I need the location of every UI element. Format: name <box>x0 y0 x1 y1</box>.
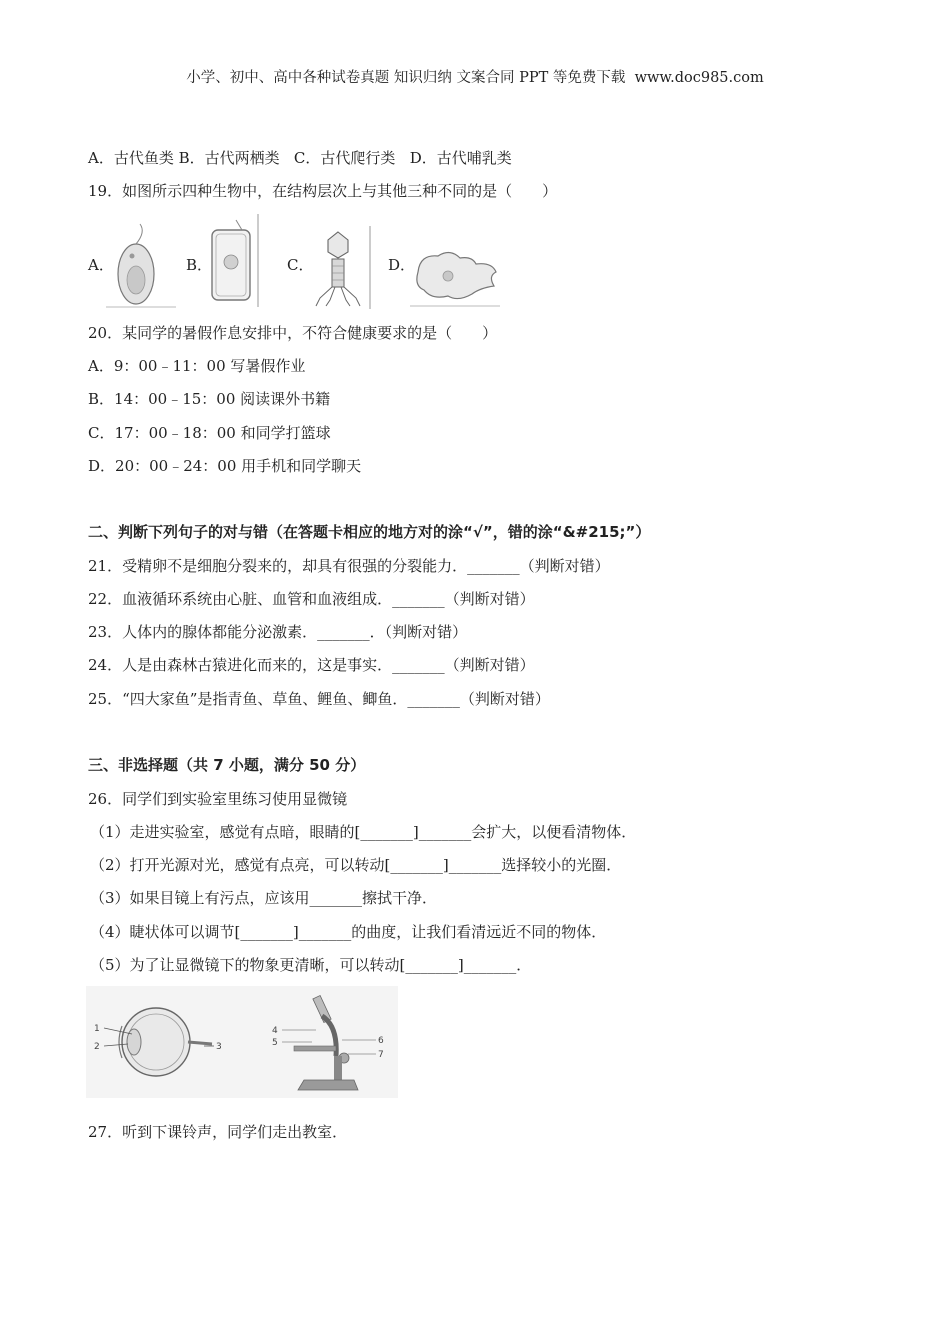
q19-label-b: B． <box>186 256 213 274</box>
plant-cell-figure <box>206 214 262 308</box>
microscope-label-5: 5 <box>272 1038 278 1048</box>
q21: 21．受精卵不是细胞分裂来的，却具有很强的分裂能力．_______（判断对错） <box>88 557 610 575</box>
q20-stem: 20．某同学的暑假作息安排中，不符合健康要求的是（ ） <box>88 324 498 342</box>
eye-label-1: 1 <box>94 1024 100 1034</box>
q20-option-d: D．20：00﹣24：00 用手机和同学聊天 <box>88 457 362 475</box>
amoeba-figure <box>410 246 502 308</box>
euglena-figure <box>106 222 178 308</box>
eye-label-3: 3 <box>216 1042 222 1052</box>
q20-option-a: A．9：00﹣11：00 写暑假作业 <box>88 357 306 375</box>
q19-stem: 19．如图所示四种生物中，在结构层次上与其他三种不同的是（ ） <box>88 182 558 200</box>
section3-title: 三、非选择题（共 7 小题，满分 50 分） <box>88 756 366 774</box>
microscope-label-7: 7 <box>378 1050 384 1060</box>
microscope-label-6: 6 <box>378 1036 384 1046</box>
q19-label-d: D． <box>388 256 416 274</box>
eye-label-2: 2 <box>94 1042 100 1052</box>
microscope-label-4: 4 <box>272 1026 278 1036</box>
q26-stem: 26．同学们到实验室里练习使用显微镜 <box>88 790 348 808</box>
q24: 24．人是由森林古猿进化而来的，这是事实．_______（判断对错） <box>88 656 535 674</box>
q20-option-c: C．17：00﹣18：00 和同学打篮球 <box>88 424 331 442</box>
q22: 22．血液循环系统由心脏、血管和血液组成．_______（判断对错） <box>88 590 535 608</box>
q19-label-a: A． <box>88 256 114 274</box>
bacteriophage-figure <box>308 226 372 310</box>
q25: 25．“四大家鱼”是指青鱼、草鱼、鲤鱼、鲫鱼．_______（判断对错） <box>88 690 550 708</box>
q23: 23．人体内的腺体都能分泌激素．_______．（判断对错） <box>88 623 468 641</box>
eye-microscope-figure <box>86 986 398 1098</box>
q19-label-c: C． <box>287 256 314 274</box>
q27-stem: 27．听到下课铃声，同学们走出教室． <box>88 1123 348 1141</box>
q20-option-b: B．14：00﹣15：00 阅读课外书籍 <box>88 390 331 408</box>
section2-title: 二、判断下列句子的对与错（在答题卡相应的地方对的涂“√”，错的涂“&#215;”） <box>88 523 651 541</box>
q26-item-5: （5）为了让显微镜下的物象更清晰，可以转动[_______]_______． <box>90 956 532 974</box>
q26-item-2: （2）打开光源对光，感觉有点亮，可以转动[_______]_______选择较小的光圈． <box>90 856 622 874</box>
q26-item-4: （4）睫状体可以调节[_______]_______的曲度，让我们看清远近不同的物体． <box>90 923 607 941</box>
q18-options: A．古代鱼类 B．古代两栖类 C．古代爬行类 D．古代哺乳类 <box>88 149 512 167</box>
q26-item-3: （3）如果目镜上有污点，应该用_______擦拭干净． <box>90 889 438 907</box>
q26-item-1: （1）走进实验室，感觉有点暗，眼睛的[_______]_______会扩大，以便看清物体． <box>90 823 637 841</box>
page-header: 小学、初中、高中各种试卷真题 知识归纳 文案合同 PPT 等免费下载 www.doc985.com <box>186 70 764 86</box>
